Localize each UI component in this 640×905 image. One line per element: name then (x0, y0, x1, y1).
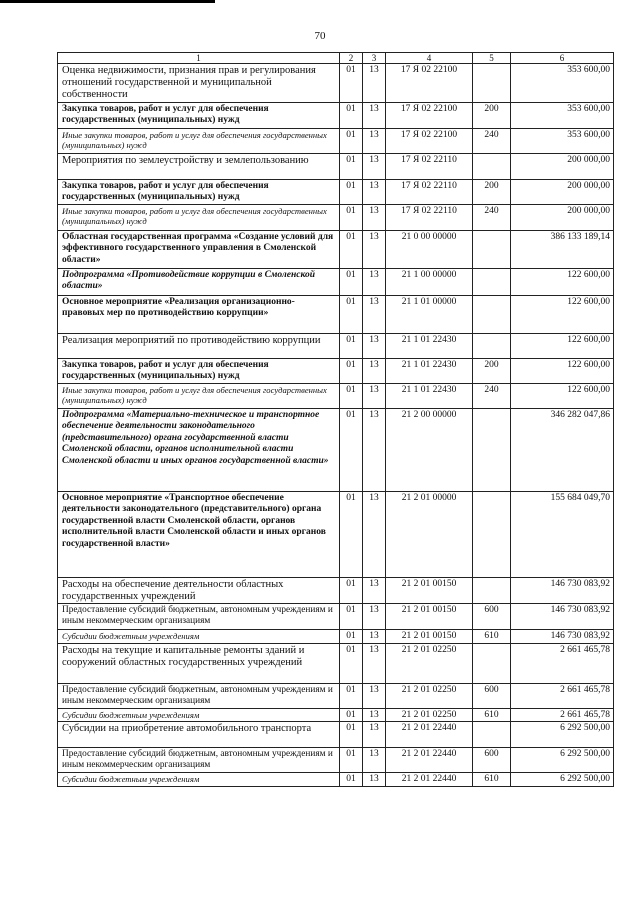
amount-cell: 2 661 465,78 (511, 683, 614, 708)
table-row (58, 295, 614, 333)
target-article-cell: 17 Я 02 22110 (386, 153, 473, 179)
section-code-cell: 01 (340, 295, 363, 333)
table-row (58, 333, 614, 358)
subsection-code-cell: 13 (363, 630, 386, 644)
section-code-cell: 01 (340, 230, 363, 268)
subsection-code-cell: 13 (363, 268, 386, 295)
row-name-cell: Оценка недвижимости, признания прав и регулирования отношений государственной и муниципальной собственности (58, 64, 340, 103)
amount-cell: 122 600,00 (511, 268, 614, 295)
amount-cell: 146 730 083,92 (511, 577, 614, 603)
expense-type-cell: 200 (473, 358, 511, 383)
table-row (58, 408, 614, 491)
target-article-cell: 21 2 01 00150 (386, 630, 473, 644)
subsection-code-cell: 13 (363, 604, 386, 630)
subsection-code-cell: 13 (363, 358, 386, 383)
amount-cell: 6 292 500,00 (511, 748, 614, 773)
row-name-cell: Основное мероприятие «Реализация организационно-правовых мер по противодействию коррупции» (58, 295, 340, 333)
subsection-code-cell: 13 (363, 383, 386, 408)
table-row (58, 230, 614, 268)
amount-cell: 2 661 465,78 (511, 708, 614, 722)
amount-cell: 6 292 500,00 (511, 722, 614, 748)
section-code-cell: 01 (340, 333, 363, 358)
row-name-cell: Мероприятия по землеустройству и землепользованию (58, 153, 340, 179)
target-article-cell: 17 Я 02 22110 (386, 179, 473, 204)
row-name-cell: Областная государственная программа «Создание условий для эффективного государственного управления в Смоленской области» (58, 230, 340, 268)
row-name-cell: Иные закупки товаров, работ и услуг для обеспечения государственных (муниципальных) нужд (58, 204, 340, 230)
expense-type-cell: 600 (473, 683, 511, 708)
table-row (58, 683, 614, 708)
table-row (58, 708, 614, 722)
target-article-cell: 21 1 01 00000 (386, 295, 473, 333)
row-name-cell: Субсидии на приобретение автомобильного транспорта (58, 722, 340, 748)
table-row (58, 643, 614, 683)
table-row (58, 128, 614, 153)
subsection-code-cell: 13 (363, 102, 386, 128)
target-article-cell: 21 2 01 00150 (386, 604, 473, 630)
row-name-cell: Закупка товаров, работ и услуг для обеспечения государственных (муниципальных) нужд (58, 358, 340, 383)
subsection-code-cell: 13 (363, 64, 386, 103)
table-row (58, 179, 614, 204)
expense-type-cell: 240 (473, 128, 511, 153)
section-code-cell: 01 (340, 64, 363, 103)
section-code-cell: 01 (340, 358, 363, 383)
column-header: 1 (58, 53, 340, 64)
target-article-cell: 21 2 00 00000 (386, 408, 473, 491)
subsection-code-cell: 13 (363, 295, 386, 333)
subsection-code-cell: 13 (363, 643, 386, 683)
expense-type-cell: 600 (473, 748, 511, 773)
subsection-code-cell: 13 (363, 577, 386, 603)
row-name-cell: Закупка товаров, работ и услуг для обеспечения государственных (муниципальных) нужд (58, 102, 340, 128)
section-code-cell: 01 (340, 268, 363, 295)
amount-cell: 353 600,00 (511, 102, 614, 128)
expense-type-cell (473, 153, 511, 179)
expense-type-cell (473, 64, 511, 103)
table-row (58, 748, 614, 773)
subsection-code-cell: 13 (363, 204, 386, 230)
target-article-cell: 21 1 00 00000 (386, 268, 473, 295)
amount-cell: 200 000,00 (511, 153, 614, 179)
section-code-cell: 01 (340, 604, 363, 630)
row-name-cell: Предоставление субсидий бюджетным, автономным учреждениям и иным некоммерческим организациям (58, 604, 340, 630)
column-header: 2 (340, 53, 363, 64)
column-header: 3 (363, 53, 386, 64)
amount-cell: 200 000,00 (511, 179, 614, 204)
subsection-code-cell: 13 (363, 153, 386, 179)
amount-cell: 122 600,00 (511, 295, 614, 333)
table-row (58, 383, 614, 408)
section-code-cell: 01 (340, 683, 363, 708)
subsection-code-cell: 13 (363, 491, 386, 577)
amount-cell: 122 600,00 (511, 333, 614, 358)
row-name-cell: Иные закупки товаров, работ и услуг для обеспечения государственных (муниципальных) нужд (58, 383, 340, 408)
row-name-cell: Субсидии бюджетным учреждениям (58, 630, 340, 644)
amount-cell: 122 600,00 (511, 358, 614, 383)
budget-table (57, 52, 614, 787)
expense-type-cell: 600 (473, 604, 511, 630)
table-row (58, 577, 614, 603)
row-name-cell: Предоставление субсидий бюджетным, автономным учреждениям и иным некоммерческим организациям (58, 748, 340, 773)
target-article-cell: 21 2 01 02250 (386, 683, 473, 708)
target-article-cell: 17 Я 02 22100 (386, 64, 473, 103)
expense-type-cell (473, 230, 511, 268)
column-header: 5 (473, 53, 511, 64)
target-article-cell: 21 2 01 22440 (386, 722, 473, 748)
section-code-cell: 01 (340, 708, 363, 722)
subsection-code-cell: 13 (363, 722, 386, 748)
subsection-code-cell: 13 (363, 128, 386, 153)
section-code-cell: 01 (340, 491, 363, 577)
row-name-cell: Основное мероприятие «Транспортное обеспечение деятельности законодательного (представительного) органа государственной власти Смоленской области, органов исполнительной власти Смоленской области и иных органов государственной власти» (58, 491, 340, 577)
subsection-code-cell: 13 (363, 408, 386, 491)
target-article-cell: 17 Я 02 22100 (386, 128, 473, 153)
table-row (58, 102, 614, 128)
target-article-cell: 17 Я 02 22100 (386, 102, 473, 128)
amount-cell: 146 730 083,92 (511, 630, 614, 644)
amount-cell: 200 000,00 (511, 204, 614, 230)
expense-type-cell (473, 577, 511, 603)
row-name-cell: Подпрограмма «Материально-техническое и транспортное обеспечение деятельности законодательного (представительного) органа государственной власти Смоленской области, органов исполнительной власти Смоленской области и иных органов государственной власти» (58, 408, 340, 491)
expense-type-cell (473, 722, 511, 748)
target-article-cell: 17 Я 02 22110 (386, 204, 473, 230)
amount-cell: 155 684 049,70 (511, 491, 614, 577)
amount-cell: 353 600,00 (511, 128, 614, 153)
target-article-cell: 21 2 01 22440 (386, 773, 473, 787)
expense-type-cell (473, 295, 511, 333)
expense-type-cell (473, 408, 511, 491)
target-article-cell: 21 2 01 00000 (386, 491, 473, 577)
expense-type-cell: 610 (473, 630, 511, 644)
amount-cell: 146 730 083,92 (511, 604, 614, 630)
target-article-cell: 21 1 01 22430 (386, 333, 473, 358)
section-code-cell: 01 (340, 128, 363, 153)
subsection-code-cell: 13 (363, 748, 386, 773)
target-article-cell: 21 1 01 22430 (386, 383, 473, 408)
target-article-cell: 21 2 01 22440 (386, 748, 473, 773)
target-article-cell: 21 2 01 02250 (386, 708, 473, 722)
row-name-cell: Субсидии бюджетным учреждениям (58, 708, 340, 722)
target-article-cell: 21 2 01 02250 (386, 643, 473, 683)
subsection-code-cell: 13 (363, 230, 386, 268)
section-code-cell: 01 (340, 408, 363, 491)
row-name-cell: Расходы на текущие и капитальные ремонты зданий и сооружений областных государственных учреждений (58, 643, 340, 683)
expense-type-cell: 240 (473, 383, 511, 408)
expense-type-cell (473, 333, 511, 358)
table-row (58, 773, 614, 787)
table-row (58, 358, 614, 383)
row-name-cell: Закупка товаров, работ и услуг для обеспечения государственных (муниципальных) нужд (58, 179, 340, 204)
expense-type-cell: 610 (473, 773, 511, 787)
amount-cell: 386 133 189,14 (511, 230, 614, 268)
section-code-cell: 01 (340, 630, 363, 644)
amount-cell: 2 661 465,78 (511, 643, 614, 683)
row-name-cell: Предоставление субсидий бюджетным, автономным учреждениям и иным некоммерческим организациям (58, 683, 340, 708)
section-code-cell: 01 (340, 179, 363, 204)
page-number: 70 (314, 30, 326, 42)
expense-type-cell (473, 268, 511, 295)
amount-cell: 353 600,00 (511, 64, 614, 103)
table-header-row (58, 53, 614, 64)
expense-type-cell (473, 491, 511, 577)
table-row (58, 268, 614, 295)
table-row (58, 491, 614, 577)
amount-cell: 122 600,00 (511, 383, 614, 408)
row-name-cell: Расходы на обеспечение деятельности областных государственных учреждений (58, 577, 340, 603)
expense-type-cell: 200 (473, 179, 511, 204)
subsection-code-cell: 13 (363, 333, 386, 358)
row-name-cell: Реализация мероприятий по противодействию коррупции (58, 333, 340, 358)
subsection-code-cell: 13 (363, 683, 386, 708)
row-name-cell: Подпрограмма «Противодействие коррупции в Смоленской области» (58, 268, 340, 295)
expense-type-cell: 200 (473, 102, 511, 128)
table-row (58, 64, 614, 103)
row-name-cell: Иные закупки товаров, работ и услуг для обеспечения государственных (муниципальных) нужд (58, 128, 340, 153)
target-article-cell: 21 1 01 22430 (386, 358, 473, 383)
section-code-cell: 01 (340, 643, 363, 683)
target-article-cell: 21 2 01 00150 (386, 577, 473, 603)
subsection-code-cell: 13 (363, 773, 386, 787)
section-code-cell: 01 (340, 748, 363, 773)
section-code-cell: 01 (340, 153, 363, 179)
section-code-cell: 01 (340, 577, 363, 603)
section-code-cell: 01 (340, 773, 363, 787)
section-code-cell: 01 (340, 722, 363, 748)
section-code-cell: 01 (340, 383, 363, 408)
table-row (58, 604, 614, 630)
expense-type-cell: 240 (473, 204, 511, 230)
amount-cell: 6 292 500,00 (511, 773, 614, 787)
table-row (58, 153, 614, 179)
section-code-cell: 01 (340, 204, 363, 230)
subsection-code-cell: 13 (363, 708, 386, 722)
table-row (58, 204, 614, 230)
target-article-cell: 21 0 00 00000 (386, 230, 473, 268)
top-rule (0, 0, 215, 3)
column-header: 6 (511, 53, 614, 64)
table-row (58, 630, 614, 644)
column-header: 4 (386, 53, 473, 64)
table-row (58, 722, 614, 748)
expense-type-cell (473, 643, 511, 683)
amount-cell: 346 282 047,86 (511, 408, 614, 491)
section-code-cell: 01 (340, 102, 363, 128)
subsection-code-cell: 13 (363, 179, 386, 204)
expense-type-cell: 610 (473, 708, 511, 722)
row-name-cell: Субсидии бюджетным учреждениям (58, 773, 340, 787)
